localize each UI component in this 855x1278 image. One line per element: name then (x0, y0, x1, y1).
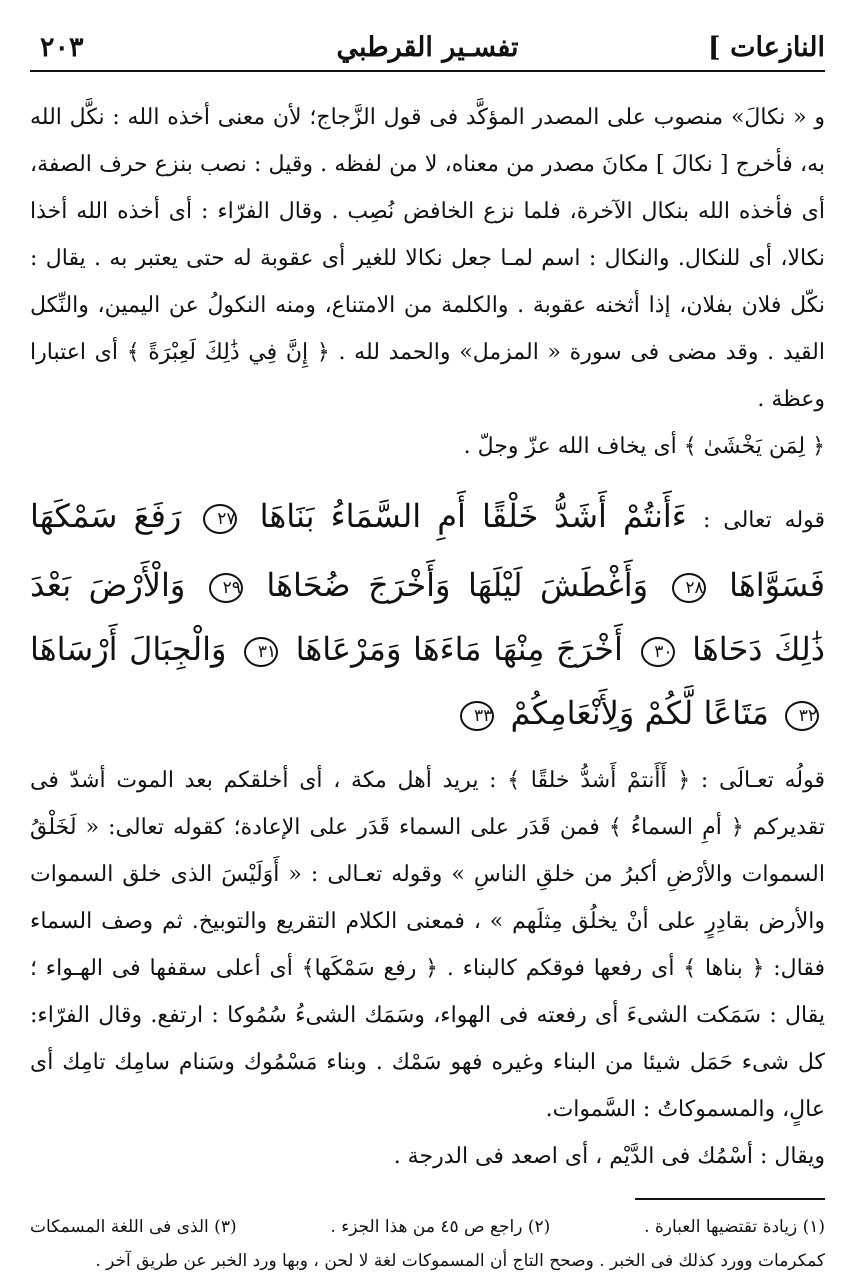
commentary (30, 757, 825, 1180)
ayah-number-marker: ٢٩ (209, 573, 243, 603)
verse-text: أَخْرَجَ مِنْهَا مَاءَهَا وَمَرْعَاهَا (295, 630, 623, 668)
intro-paragraph: و « نكالَ» منصوب على المصدر المؤكَّد فى قول الزَّجاج؛ لأن معنى أخذه الله : نكَّل الله به، فأخرج [ نكالَ ] مكانَ مصدر من معناه، لا من لفظه . وقيل : نصب بنزع حرف الصفة، أى فأخذه الله بنكال الآخرة، فلما نزع الخافض نُصِب . وقال الفرّاء : أى أخذه الله أخذا نكالا، أى للنكال. والنكال : اسم لمـا جعل نكالا للغير أى عقوبة له حتى يعتبر به . يقال : نكّل فلان بفلان، إذا أثخنه عقوبة . والكلمة من الامتناع، ومنه النكولُ عن اليمين، والنِّكل القيد . وقد مضى فى سورة « المزمل» والحمد لله . ﴿ إِنَّ فِي ذَٰلِكَ لَعِبْرَةً ﴾ أى اعتبارا وعظة . (30, 105, 825, 412)
ayah-number-marker: ٣١ (244, 637, 278, 667)
page-header (30, 22, 825, 72)
footnote-3: (٣) الذى فى اللغة المسمكات (30, 1217, 237, 1237)
verse-text: ءَأَنتُمْ أَشَدُّ خَلْقًا أَمِ السَّمَاءُ بَنَاهَا (259, 497, 687, 535)
book-title: تفسـير القرطبي (336, 32, 519, 63)
verse-intro: قوله تعالى : (702, 508, 826, 533)
verse-text: وَأَغْطَشَ لَيْلَهَا وَأَخْرَجَ ضُحَاهَا (266, 566, 649, 604)
footnotes (30, 1210, 825, 1278)
ayah-number-marker: ٢٨ (672, 573, 706, 603)
commentary-paragraph: ويقال : أسْمُك فى الدَّيْم ، أى اصعد فى الدرجة . (393, 1144, 825, 1169)
quran-verse-block (30, 484, 825, 745)
ayah-number-marker: ٣٠ (641, 637, 675, 667)
ayah-number-marker: ٣٣ (460, 701, 494, 731)
footnote-3-continuation: كمكرمات وورد كذلك فى الخبر . وصحح التاج أن المسموكات لغة لا لحن ، وبها ورد الخبر عن طريق آخر . (95, 1251, 825, 1271)
ayah-number-marker: ٢٧ (203, 504, 237, 534)
verse-text: رَفَعَ سَمْكَهَا فَسَوَّاهَا (30, 497, 826, 604)
intro-paragraph: ﴿ لِمَن يَخْشَىٰ ﴾ أى يخاف الله عزّ وجلّ . (463, 434, 825, 459)
book-page (30, 22, 826, 1271)
page-number: ٢٠٣ (40, 32, 84, 63)
footnote-1: (١) زيادة تقتضيها العبارة . (644, 1217, 825, 1237)
footnote-row (30, 1210, 825, 1244)
verse-text: مَتَاعًا لَّكُمْ وَلِأَنْعَامِكُمْ (510, 694, 769, 732)
commentary-paragraph: قولُه تعـالَى : ﴿ أَأَنتمْ أَشدُّ خلقًا ﴾ : يريد أهل مكة ، أى أخلقكم بعد الموت أشدّ فى تقديركم ﴿ أمِ السماءُ ﴾ فمن قَدَر على السماء قَدَر على الإعادة؛ كقوله تعالى: « لَخَلْقُ السموات والأرْضِ أكبرُ من خلقِ الناسِ » وقوله تعـالى : « أَوَلَيْسَ الذى خلق السموات والأرض بقادِرٍ على أنْ يخلُق مِثلَهم » ، فمعنى الكلام التقريع والتوبيخ. ثم وصف السماء فقال: ﴿ بناها ﴾ أى رفعها فوقكم كالبناء . ﴿ رفع سَمْكَها﴾ أى أعلى سقفها فى الهـواء ؛ يقال : سَمَكت الشىءَ أى رفعته فى الهواء، وسَمَك الشىءُ سُمُوكا : ارتفع. وقال الفرّاء: كل شىء حَمَل شيئا من البناء وغيره فهو سَمْك . وبناء مَسْمُوك وسَنام سامِك تامِك أى عالٍ، والمسموكاتُ : السَّموات. (30, 768, 825, 1122)
verse-text: وَالْأَرْضَ بَعْدَ ذَٰلِكَ دَحَاهَا (30, 566, 826, 668)
footnote-divider (635, 1198, 825, 1200)
footnote-2: (٢) راجع ص ٤٥ من هذا الجزء . (330, 1217, 551, 1237)
ayah-number-marker: ٣٢ (785, 701, 819, 731)
surah-name: النازعات ] (707, 32, 825, 63)
main-text (30, 94, 825, 1180)
verse-text: وَالْجِبَالَ أَرْسَاهَا (30, 630, 227, 668)
